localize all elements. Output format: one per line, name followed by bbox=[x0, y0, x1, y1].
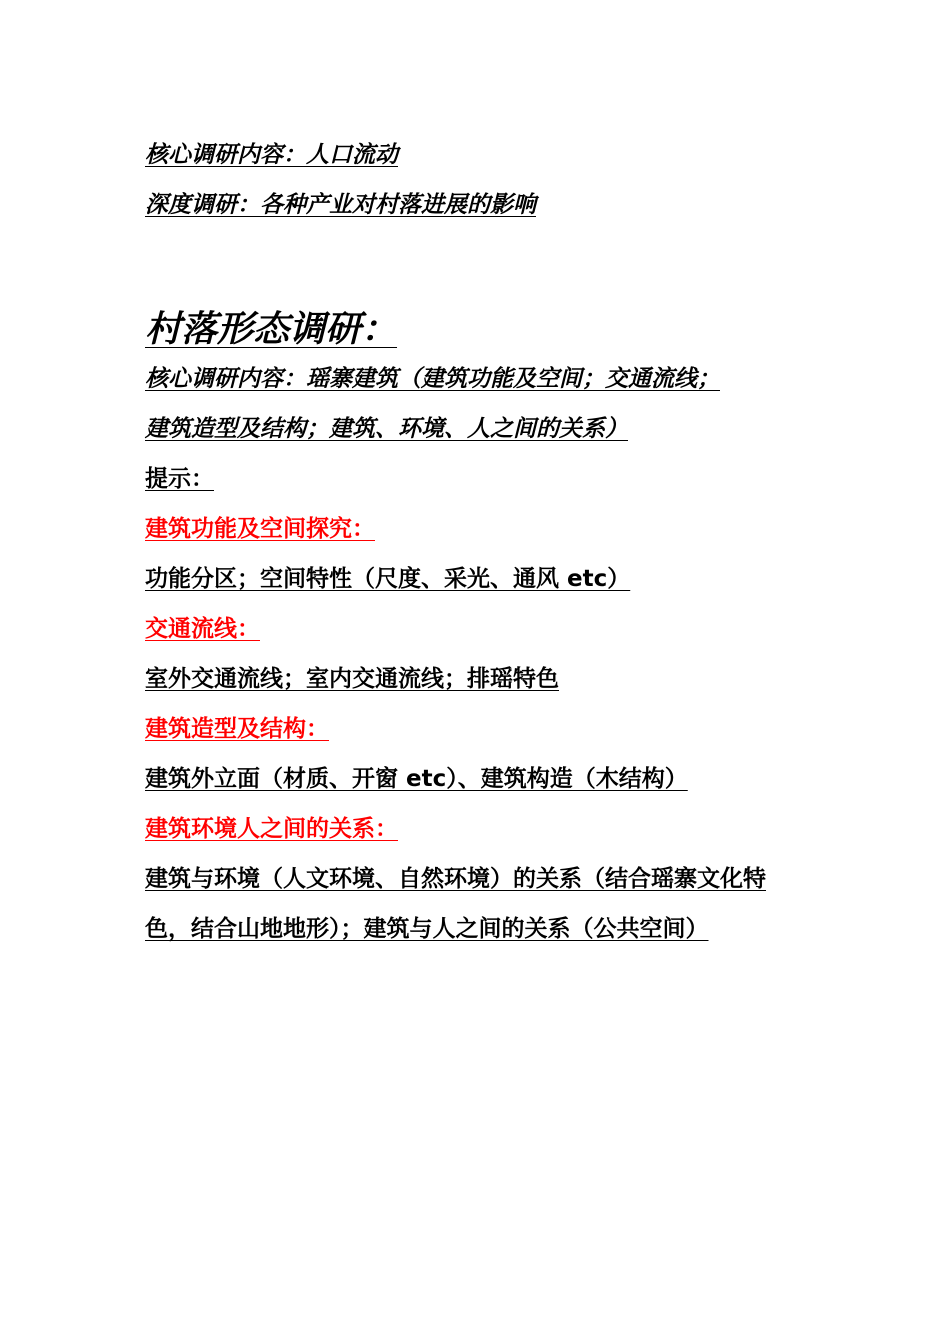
item-heading-text: 建筑造型及结构： bbox=[145, 716, 329, 742]
hint-label bbox=[145, 454, 810, 504]
section-title bbox=[145, 306, 810, 354]
item-heading-circulation bbox=[145, 604, 810, 654]
item-heading-text: 交通流线： bbox=[145, 616, 260, 642]
intro-depth-text: 深度调研：各种产业对村落进展的影响 bbox=[145, 192, 536, 218]
item-heading-text: 建筑环境人之间的关系： bbox=[145, 816, 398, 842]
item-heading-text: 建筑功能及空间探究： bbox=[145, 516, 375, 542]
item-body-text: 建筑外立面（材质、开窗 etc）、建筑构造（木结构） bbox=[145, 766, 688, 792]
item-body-function-space bbox=[145, 554, 810, 604]
core-content-line-1 bbox=[145, 354, 810, 404]
document-content bbox=[145, 130, 810, 954]
item-heading-function-space bbox=[145, 504, 810, 554]
section-spacer bbox=[145, 230, 810, 306]
core-content-line-2 bbox=[145, 404, 810, 454]
item-heading-form-structure bbox=[145, 704, 810, 754]
item-heading-relationship bbox=[145, 804, 810, 854]
item-body-relationship bbox=[145, 854, 810, 954]
core-content-text-1: 核心调研内容：瑶寨建筑（建筑功能及空间；交通流线； bbox=[145, 366, 720, 392]
intro-core-text: 核心调研内容：人口流动 bbox=[145, 142, 398, 168]
hint-label-text: 提示： bbox=[145, 466, 214, 492]
item-body-form-structure bbox=[145, 754, 810, 804]
item-body-circulation bbox=[145, 654, 810, 704]
item-body-text: 功能分区；空间特性（尺度、采光、通风 etc） bbox=[145, 566, 631, 592]
intro-core-line bbox=[145, 130, 810, 180]
item-body-text: 室外交通流线；室内交通流线；排瑶特色 bbox=[145, 666, 559, 692]
intro-depth-line bbox=[145, 180, 810, 230]
section-title-text: 村落形态调研： bbox=[145, 309, 398, 350]
core-content-text-2: 建筑造型及结构；建筑、环境、人之间的关系） bbox=[145, 416, 628, 442]
item-body-text: 建筑与环境（人文环境、自然环境）的关系（结合瑶寨文化特色，结合山地地形）；建筑与人之间的关系（公共空间） bbox=[145, 866, 766, 942]
